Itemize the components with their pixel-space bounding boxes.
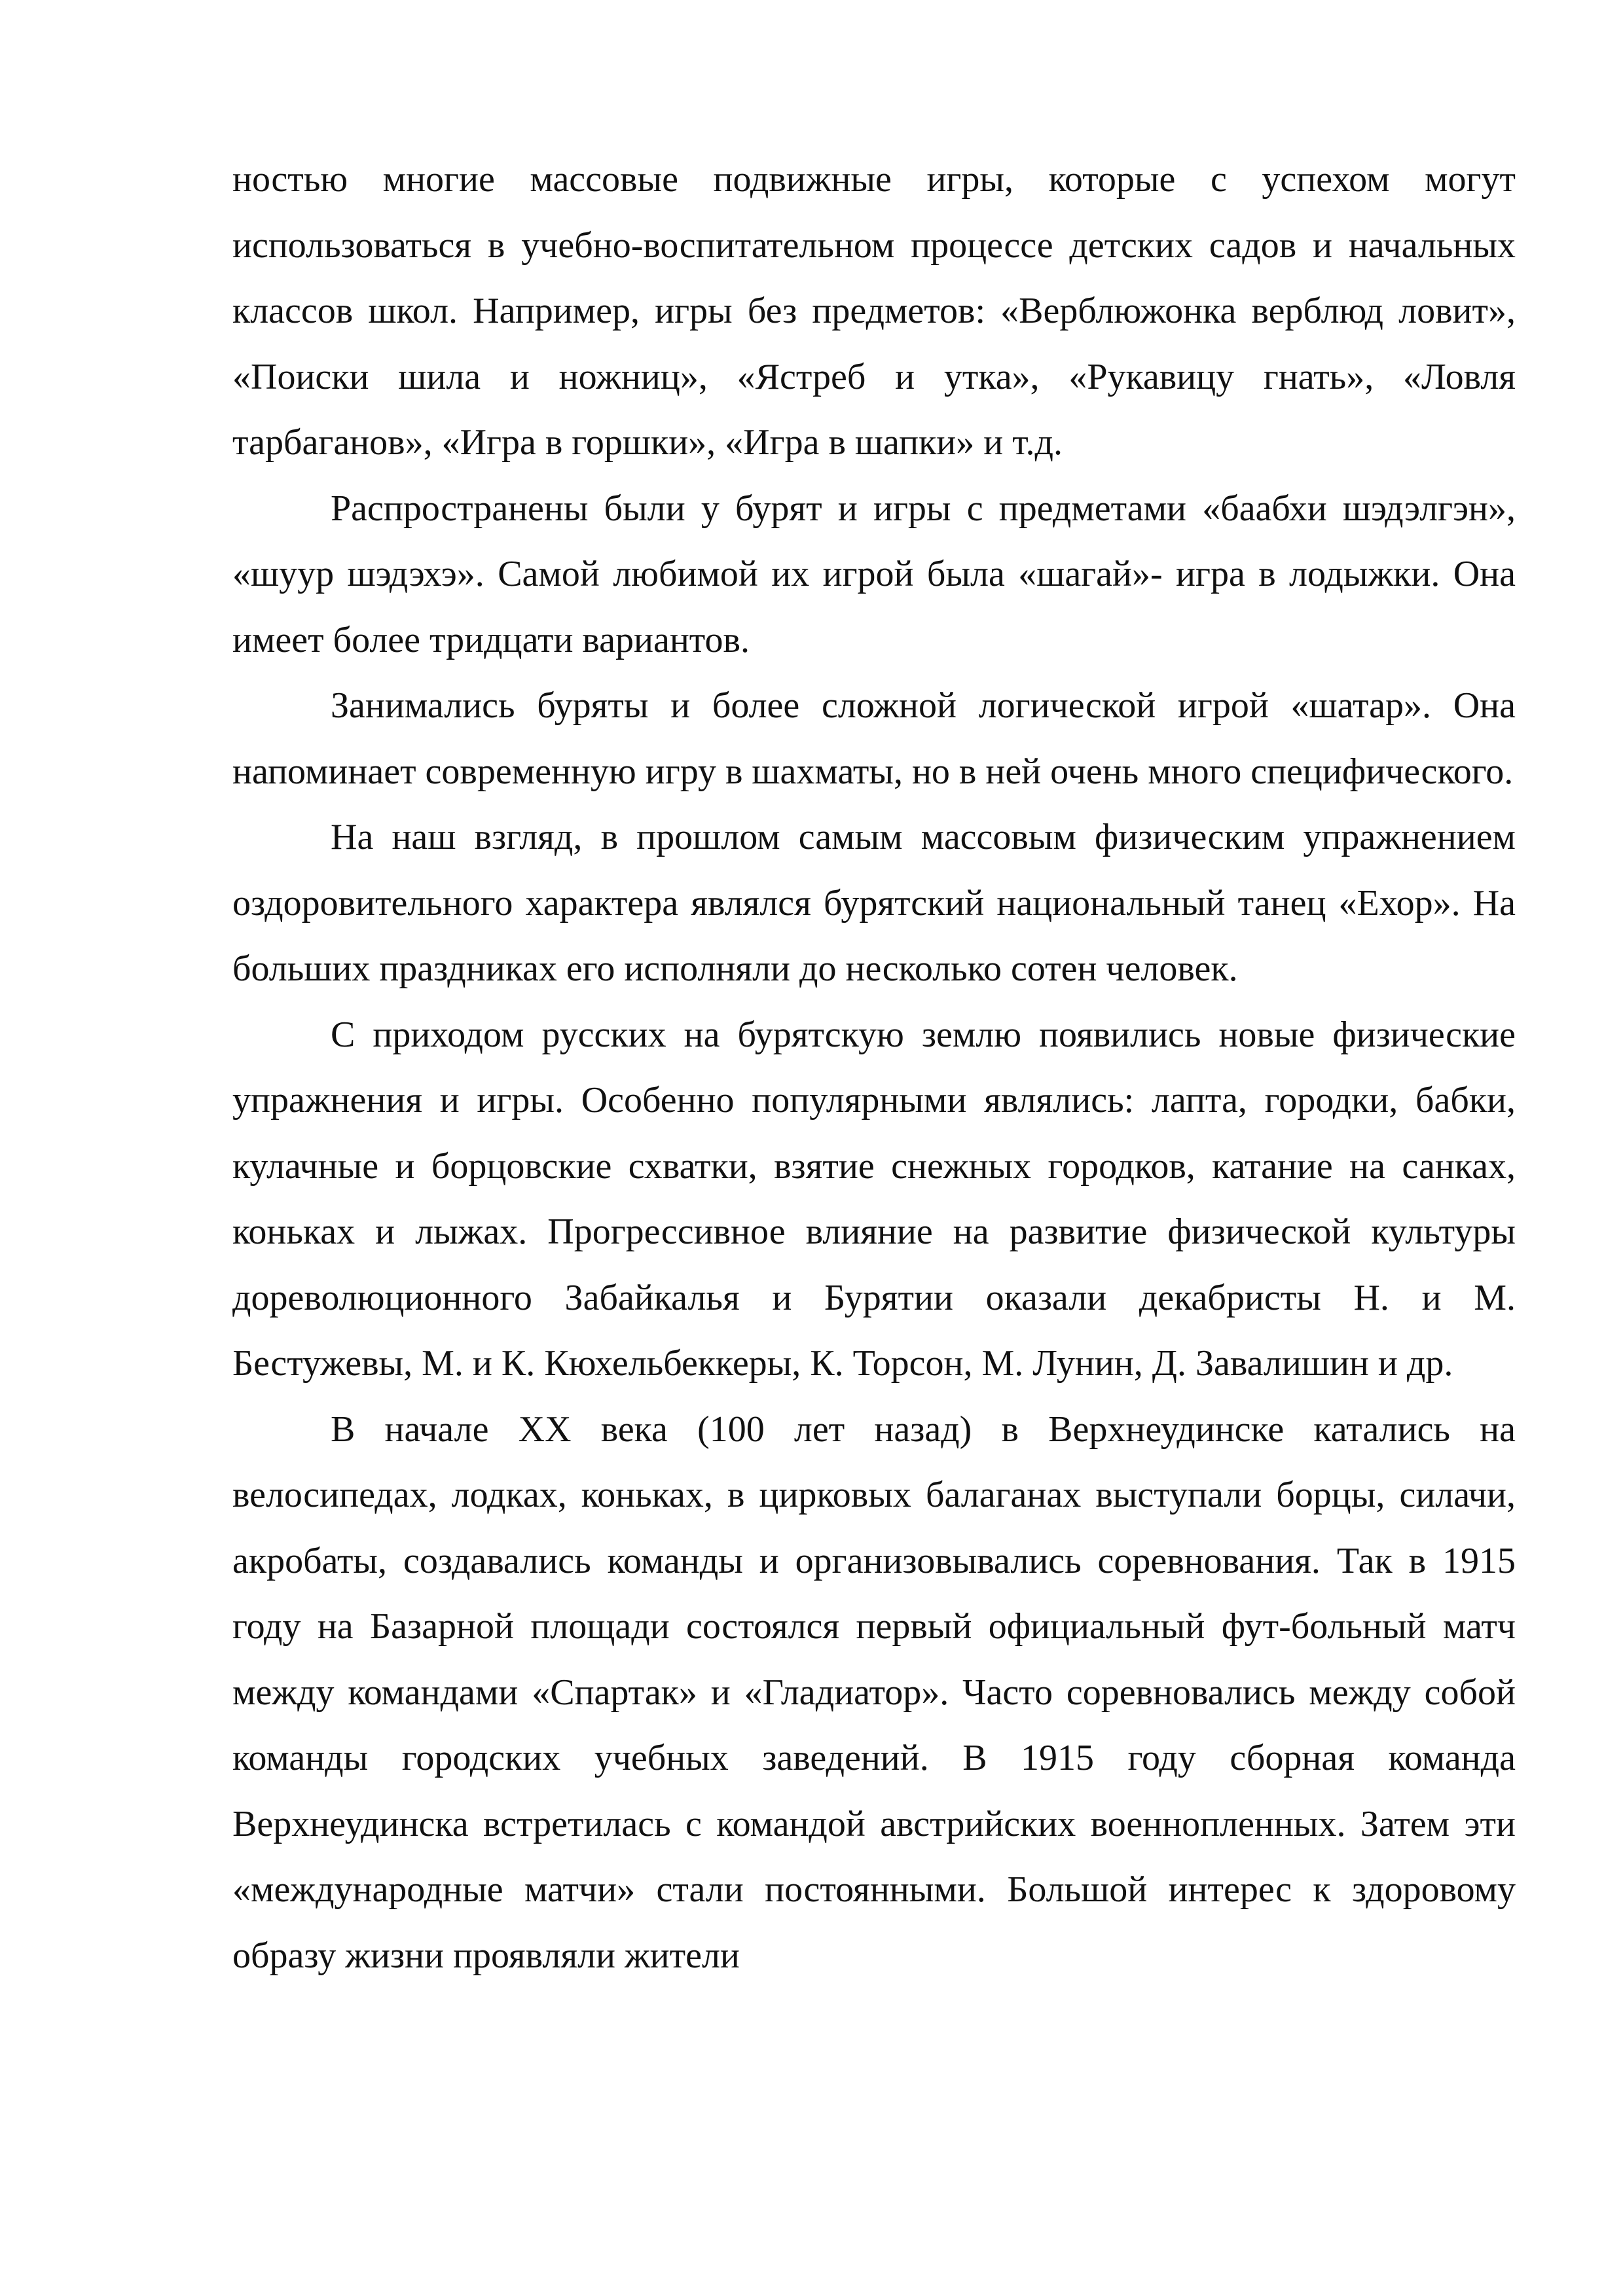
paragraph: Распространены были у бурят и игры с предметами «баабхи шэдэлгэн», «шуур шэдэхэ». Самой любимой их игрой была «шагай»- игра в лодыжки. Она имеет более тридцати вариантов. [232,488,1516,660]
paragraph: В начале XX века (100 лет назад) в Верхнеудинске катались на велосипедах, лодках, коньках, в цирковых балаганах выступали борцы, силачи, акробаты, создавались команды и организовывались соревнования. Так в 1915 году на Базарной площади состоялся первый официальный фут-больный матч между командами «Спартак» и «Гладиатор». Часто соревновались между собой команды городских учебных заведений. В 1915 году сборная команда Верхнеудинска встретилась с командой австрийских военнопленных. Затем эти «международные матчи» стали постоянными. Большой интерес к здоровому образу жизни проявляли жители [232,1408,1516,1976]
paragraph: На наш взгляд, в прошлом самым массовым физическим упражнением оздоровительного характера являлся бурятский национальный танец «Ехор». На больших праздниках его исполняли до несколько сотен человек. [232,817,1516,989]
paragraph: С приходом русских на бурятскую землю появились новые физические упражнения и игры. Особенно популярными являлись: лапта, городки, бабки, кулачные и борцовские схватки, взятие снежных городков, катание на санках, коньках и лыжах. Прогрессивное влияние на развитие физической культуры дореволюционного Забайкалья и Бурятии оказали декабристы Н. и М. Бестужевы, М. и К. Кюхельбеккеры, К. Торсон, М. Лунин, Д. Завалишин и др. [232,1014,1516,1384]
body-text [232,147,1516,1988]
paragraph: ностью многие массовые подвижные игры, которые с успехом могут использоваться в учебно-воспитательном процессе детских садов и начальных классов школ. Например, игры без предметов: «Верблюжонка верблюд ловит», «Поиски шила и ножниц», «Ястреб и утка», «Рукавицу гнать», «Ловля тарбаганов», «Игра в горшки», «Игра в шапки» и т.д. [232,159,1516,463]
paragraph: Занимались буряты и более сложной логической игрой «шатар». Она напоминает современную игру в шахматы, но в ней очень много специфического. [232,685,1516,792]
